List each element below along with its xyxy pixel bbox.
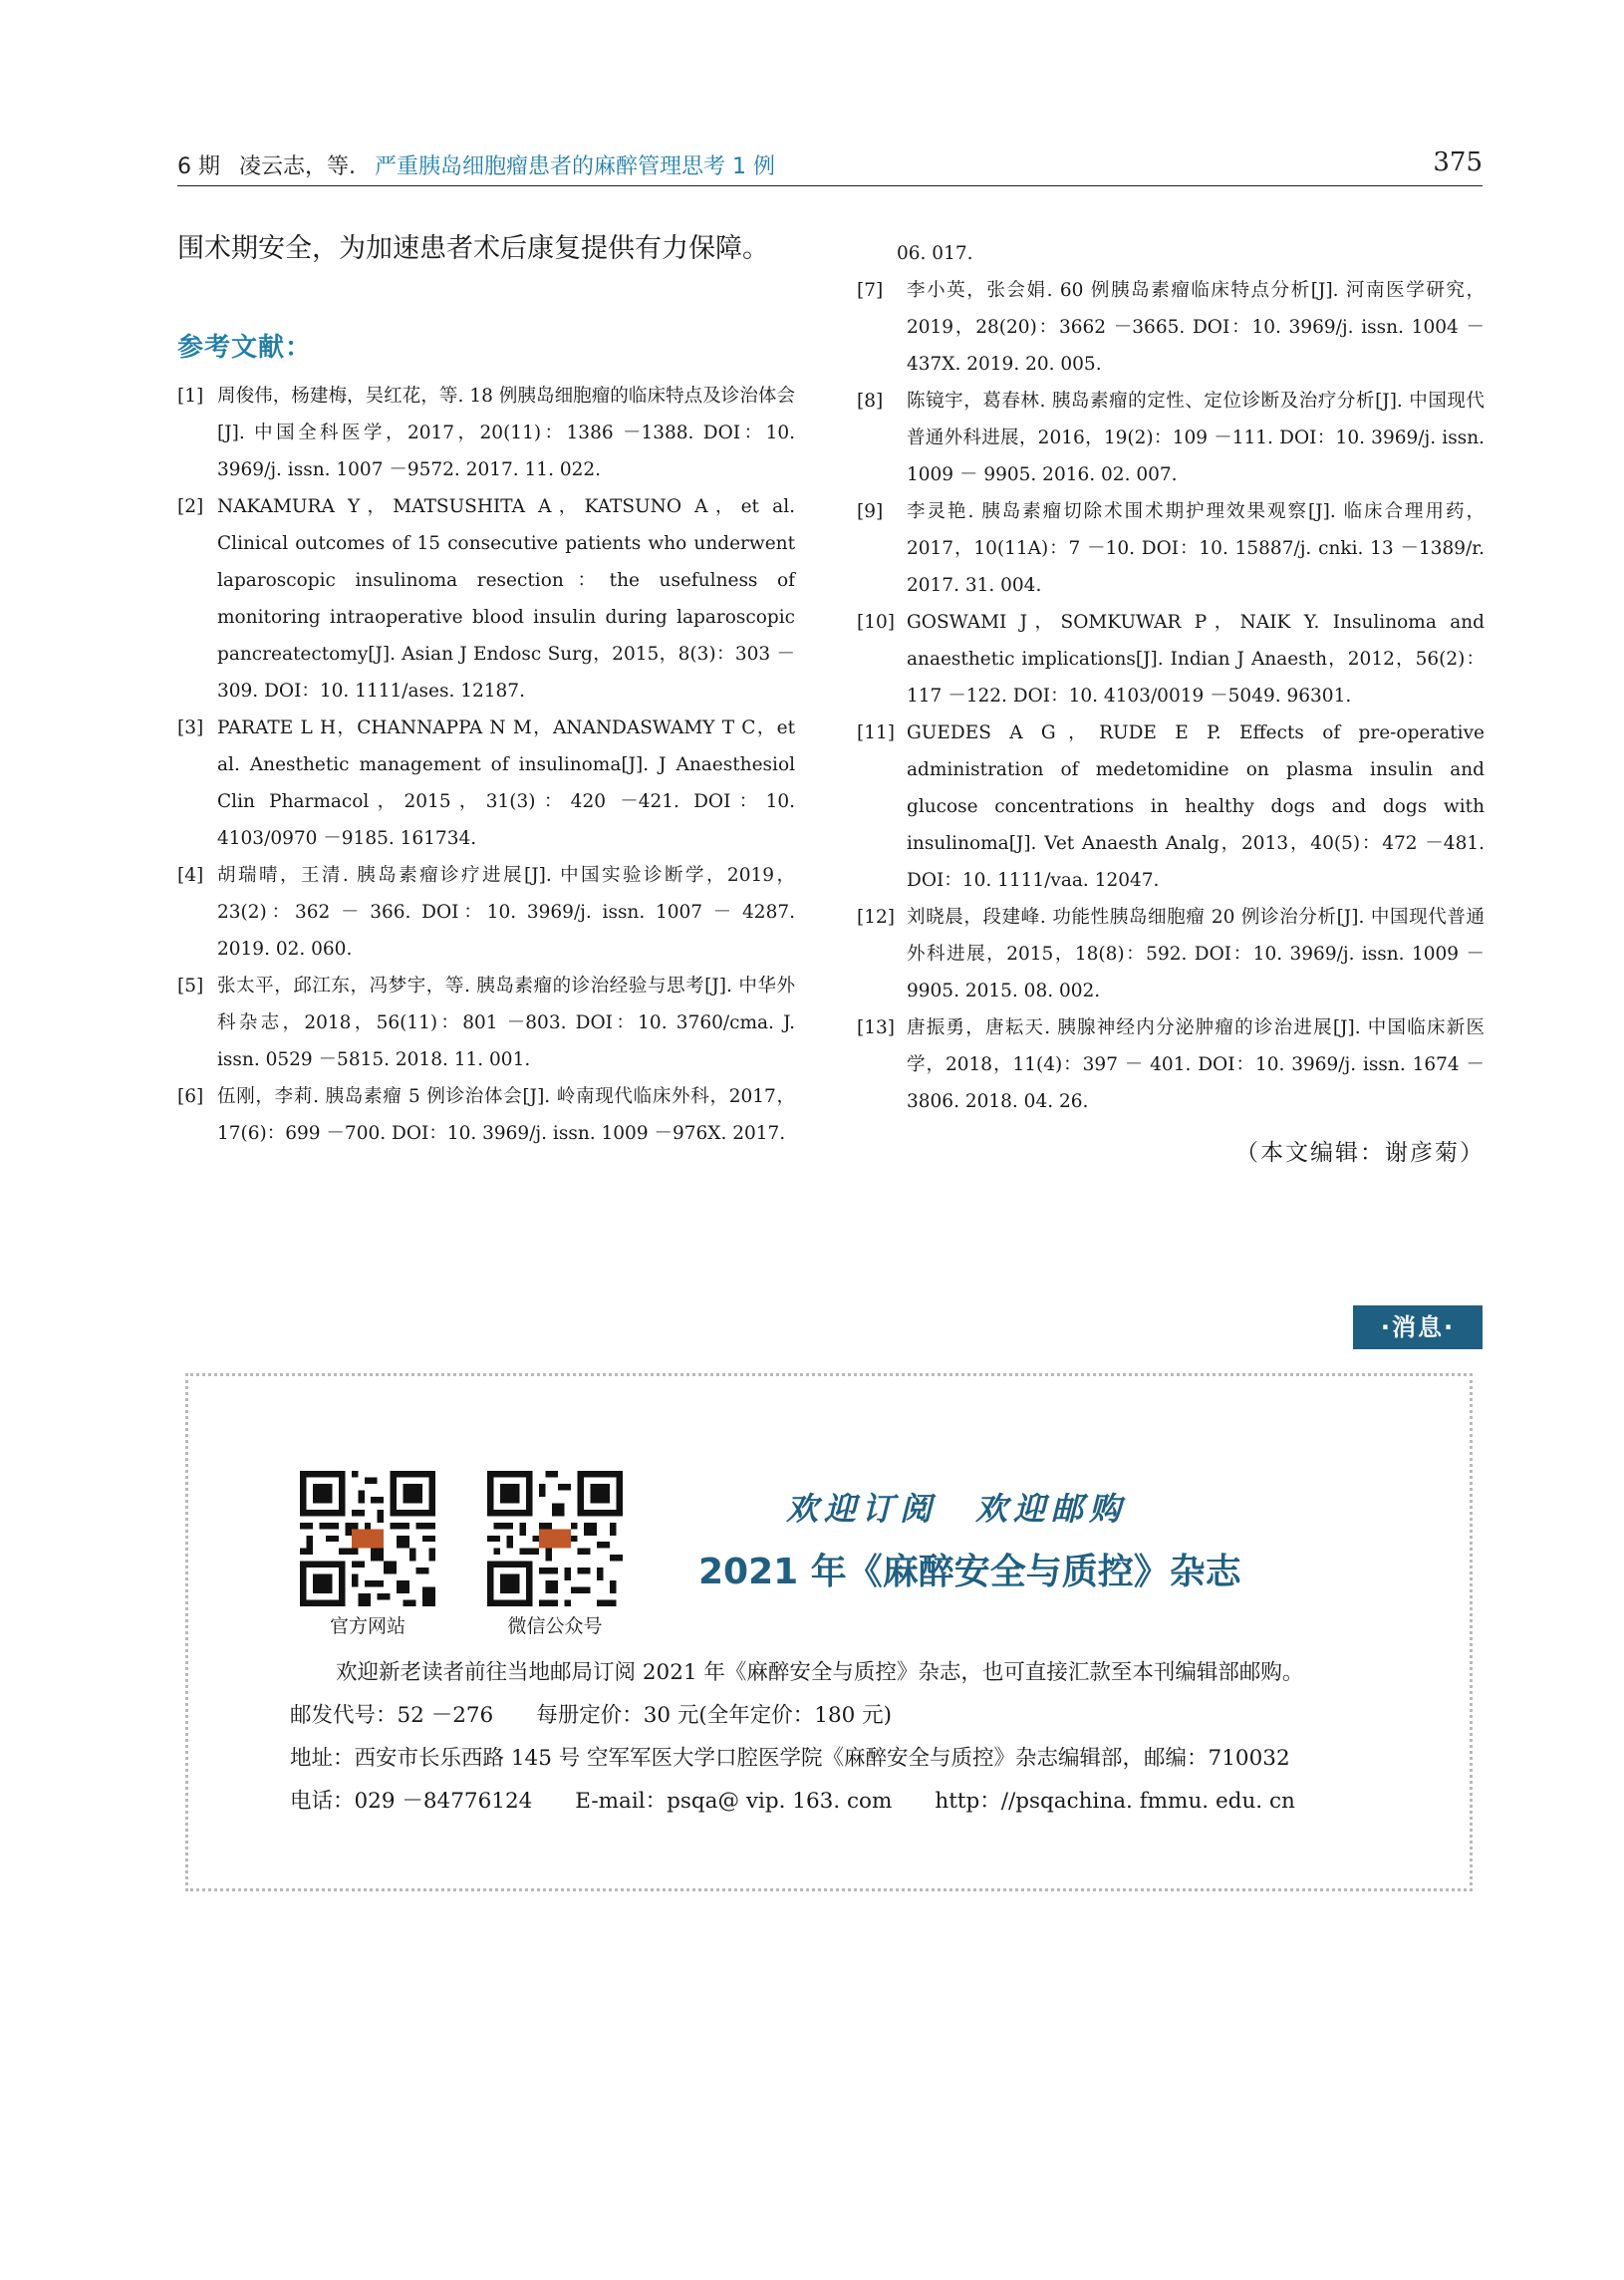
ad-intro-line: 欢迎新老读者前往当地邮局订阅 2021 年《麻醉安全与质控》杂志，也可直接汇款至本刊编辑部邮购。 [336, 1660, 1304, 1685]
references-heading: 参考文献： [177, 333, 313, 363]
reference-list-left [177, 378, 795, 1152]
header-article-title: 严重胰岛细胞瘤患者的麻醉管理思考 1 例 [375, 154, 775, 179]
reference-item: [1] 周俊伟，杨建梅，吴红花，等. 18 例胰岛细胞瘤的临床特点及诊治体会[J]. 中国全科医学，2017，20(11)：1386 －1388. DOI：10. 3969/j. issn. 1007 －9572. 2017. 11. 022. [177, 386, 795, 480]
news-tag: ·消息· [1353, 1305, 1483, 1349]
reference-item: [4] 胡瑞晴，王清. 胰岛素瘤诊疗进展[J]. 中国实验诊断学，2019，23(2)：362 － 366. DOI：10. 3969/j. issn. 1007 － 4287. 2019. 02. 060. [177, 865, 795, 960]
editor-note: （本文编辑：谢彦菊） [1235, 1140, 1485, 1166]
reference-item: [11] GUEDES A G，RUDE E P. Effects of pre-operative administration of medetomidine on plasma insulin and glucose concentrations in healthy dogs and dogs with insulinoma[J]. Vet Anaesth Analg，2013，40(5)：472 －481. DOI：10. 1111/vaa. 12047. [857, 722, 1485, 891]
running-header [177, 147, 1483, 186]
page-number: 375 [1433, 147, 1483, 177]
reference-item: [6] 伍刚，李莉. 胰岛素瘤 5 例诊治体会[J]. 岭南现代临床外科，2017，17(6)：699 －700. DOI：10. 3969/j. issn. 1009 －976X. 2017. [177, 1086, 795, 1144]
reference-item: [5] 张太平，邱江东，冯梦宇，等. 胰岛素瘤的诊治经验与思考[J]. 中华外科杂志，2018，56(11)：801 －803. DOI：10. 3760/cma. J. issn. 0529 －5815. 2018. 11. 001. [177, 976, 795, 1070]
body-paragraph: 围术期安全，为加速患者术后康复提供有力保障。 [177, 233, 769, 264]
qr-code-wechat-icon[interactable] [487, 1471, 623, 1606]
magazine-title: 2021 年《麻醉安全与质控》杂志 [698, 1552, 1241, 1592]
ad-postal-code-line: 邮发代号：52 －276 每册定价：30 元(全年定价：180 元) [290, 1703, 893, 1728]
reference-item: [3] PARATE L H，CHANNAPPA N M，ANANDASWAMY T C，et al. Anesthetic management of insulinoma[J]. J Anaesthesiol Clin Pharmacol，2015，31(3)：420 －421. DOI：10. 4103/0970 －9185. 161734. [177, 717, 795, 849]
qr-code-website-icon[interactable] [300, 1471, 435, 1606]
qr-label-website: 官方网站 [329, 1615, 406, 1637]
ad-contact-line[interactable]: 电话：029 －84776124 E-mail：psqa@ vip. 163. com http：//psqachina. fmmu. edu. cn [290, 1789, 1295, 1814]
reference-list-right [857, 272, 1485, 1120]
reference-item: [9] 李灵艳. 胰岛素瘤切除术围术期护理效果观察[J]. 临床合理用药，2017，10(11A)：7 －10. DOI：10. 15887/j. cnki. 13 －1389/r. 2017. 31. 004. [857, 501, 1485, 596]
ad-address-line: 地址：西安市长乐西路 145 号 空军军医大学口腔医学院《麻醉安全与质控》杂志编辑部，邮编：710032 [290, 1746, 1290, 1771]
subscription-ad [185, 1373, 1473, 1891]
reference-item: [13] 唐振勇，唐耘天. 胰腺神经内分泌肿瘤的诊治进展[J]. 中国临床新医学，2018，11(4)：397 － 401. DOI：10. 3969/j. issn. 1674 －3806. 2018. 04. 26. [857, 1017, 1485, 1112]
reference-item: [10] GOSWAMI J，SOMKUWAR P，NAIK Y. Insulinoma and anaesthetic implications[J]. Indian J Anaesth，2012，56(2)：117 －122. DOI：10. 4103/0019 －5049. 96301. [857, 612, 1485, 707]
qr-label-wechat: 微信公众号 [507, 1615, 603, 1637]
issue-number: 6 期 [177, 154, 220, 179]
reference-item: [7] 李小英，张会娟. 60 例胰岛素瘤临床特点分析[J]. 河南医学研究，2019，28(20)：3662 －3665. DOI：10. 3969/j. issn. 1004 －437X. 2019. 20. 005. [857, 280, 1485, 375]
header-authors: 凌云志，等. [239, 154, 356, 179]
left-column [177, 229, 795, 1152]
reference-continuation: 06. 017. [897, 243, 973, 264]
right-column [857, 235, 1485, 1167]
reference-item: [8] 陈镜宇，葛春林. 胰岛素瘤的定性、定位诊断及治疗分析[J]. 中国现代普通外科进展，2016，19(2)：109 －111. DOI：10. 3969/j. issn. 1009 － 9905. 2016. 02. 007. [857, 391, 1485, 485]
reference-item: [2] NAKAMURA Y，MATSUSHITA A，KATSUNO A，et al. Clinical outcomes of 15 consecutive patients who underwent laparoscopic insulinoma resection：the usefulness of monitoring intraoperative blood insulin during laparoscopic pancreatectomy[J]. Asian J Endosc Surg，2015，8(3)：303 －309. DOI：10. 1111/ases. 12187. [177, 496, 795, 702]
welcome-slogan: 欢迎订阅 欢迎邮购 [786, 1490, 1128, 1528]
reference-item: [12] 刘晓晨，段建峰. 功能性胰岛细胞瘤 20 例诊治分析[J]. 中国现代普通外科进展，2015，18(8)：592. DOI：10. 3969/j. issn. 1009 －9905. 2015. 08. 002. [857, 907, 1485, 1001]
